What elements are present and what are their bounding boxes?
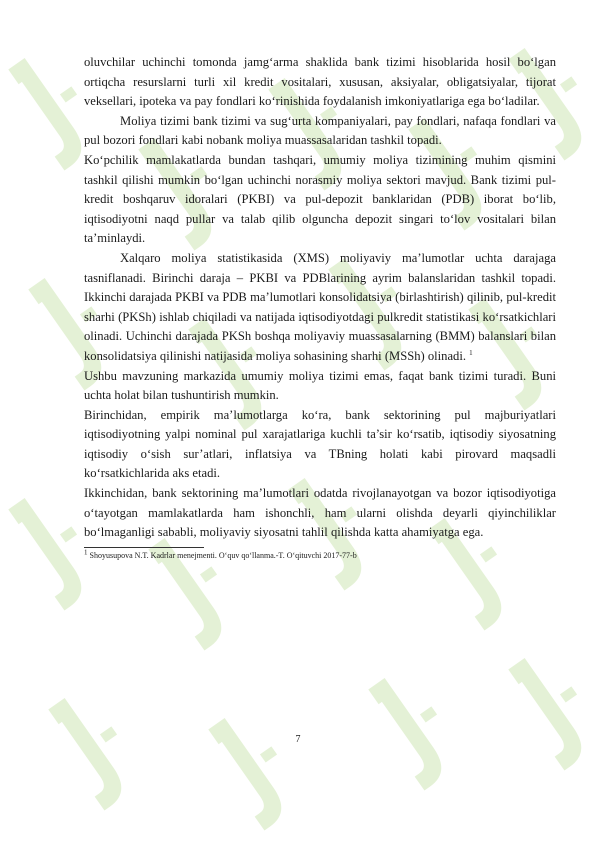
paragraph-5: Ushbu mavzuning markazida umumiy moliya tizimi emas, faqat bank tizimi turadi. Buni uchta holat bilan tushuntirish mumkin. [84,368,556,403]
watermark-logo [186,693,324,848]
paragraph-4-text: Xalqaro moliya statistikasida (XMS) moliyaviy ma’lumotlar uchta darajaga tasniflanadi. Birinchi daraja – PKBI va PDBlarining ayrim balanslaridan tashkil topadi. Ikkinchi darajada PKBI va PDB ma’lumotlari konsolidatsiya (birlashtirish) qilinib, pul-kredit sharhi (PKSh) ishlab chiqiladi va natijada iqtisodiyotdagi pulkredit statistikasi ko‘rsatkichlari olinadi. Uchinchi darajada PKSh boshqa moliyaviy muassasalarning (BMM) balanslari bilan konsolidatsiya qilinishi natijasida moliya sohasining sharhi (MSSh) olinadi. [84,250,556,363]
footnote-marker: 1 [84,548,88,557]
paragraph-7: Ikkinchidan, bank sektorining ma’lumotlari odatda rivojlanayotgan va bozor iqtisodiyotiga o‘tayotgan mamlakatlarda ham ishonchli, ham ularni olishda deyarli qiyinchiliklar bo‘lmaganligi sababli, moliyaviy siyosatni tahlil qilishda katta ahamiyatga ega. [84,486,556,540]
page-number: 7 [295,734,301,745]
paragraph-2: Moliya tizimi bank tizimi va sug‘urta kompaniyalari, pay fondlari, nafaqa fondlari va pul bozori fondlari kabi nobank moliya muassasalaridan tashkil topadi. [84,113,556,148]
document-body [84,53,556,561]
footnote-text: Shoyusupova N.T. Kadrlar menejmenti. O‘quv qo‘llanma.-T. O‘qituvchi 2017-77-b [89,550,357,560]
footnote-reference[interactable]: 1 [469,348,473,357]
paragraph-1: oluvchilar uchinchi tomonda jamg‘arma shaklida bank tizimi hisoblarida hosil bo‘lgan ortiqcha resurslarni turli xil kredit vositalari, xususan, aksiyalar, obligatsiyalar, tijorat veksellari, ipoteka va pay fondlari ko‘rinishida foydalanish imkoniyatlariga ega bo‘ladilar. [84,55,556,109]
watermark-logo [26,673,164,828]
watermark-logo [346,653,484,808]
footnote-divider [84,547,204,548]
watermark-logo [486,633,596,788]
paragraph-3: Ko‘pchilik mamlakatlarda bundan tashqari, umumiy moliya tizimining muhim qismini tashkil qilishi mumkin bo‘lgan uchinchi norasmiy moliya sektori mavjud. Bank tizimi pul-kredit boshqaruv idoralari (PKBI) va pul-depozit banklaridan (PDB) iborat bo‘lib, iqtisodiyotni naqd pullar va talab qilib olguncha depozit singari to‘lov vositalari bilan ta’minlaydi. [84,152,556,246]
footnote [84,550,556,561]
paragraph-6: Birinchidan, empirik ma’lumotlarga ko‘ra, bank sektorining pul majburiyatlari iqtisodiyotning yalpi nominal pul xarajatlariga kuchli ta’sir ko‘rsatib, iqtisodiy siyosatning iqtisodiy o‘sish sur’atlari, inflatsiya va TBning holati kabi pirovard maqsadli ko‘rsatkichlarida aks etadi. [84,407,556,481]
paragraph-4 [84,249,556,367]
